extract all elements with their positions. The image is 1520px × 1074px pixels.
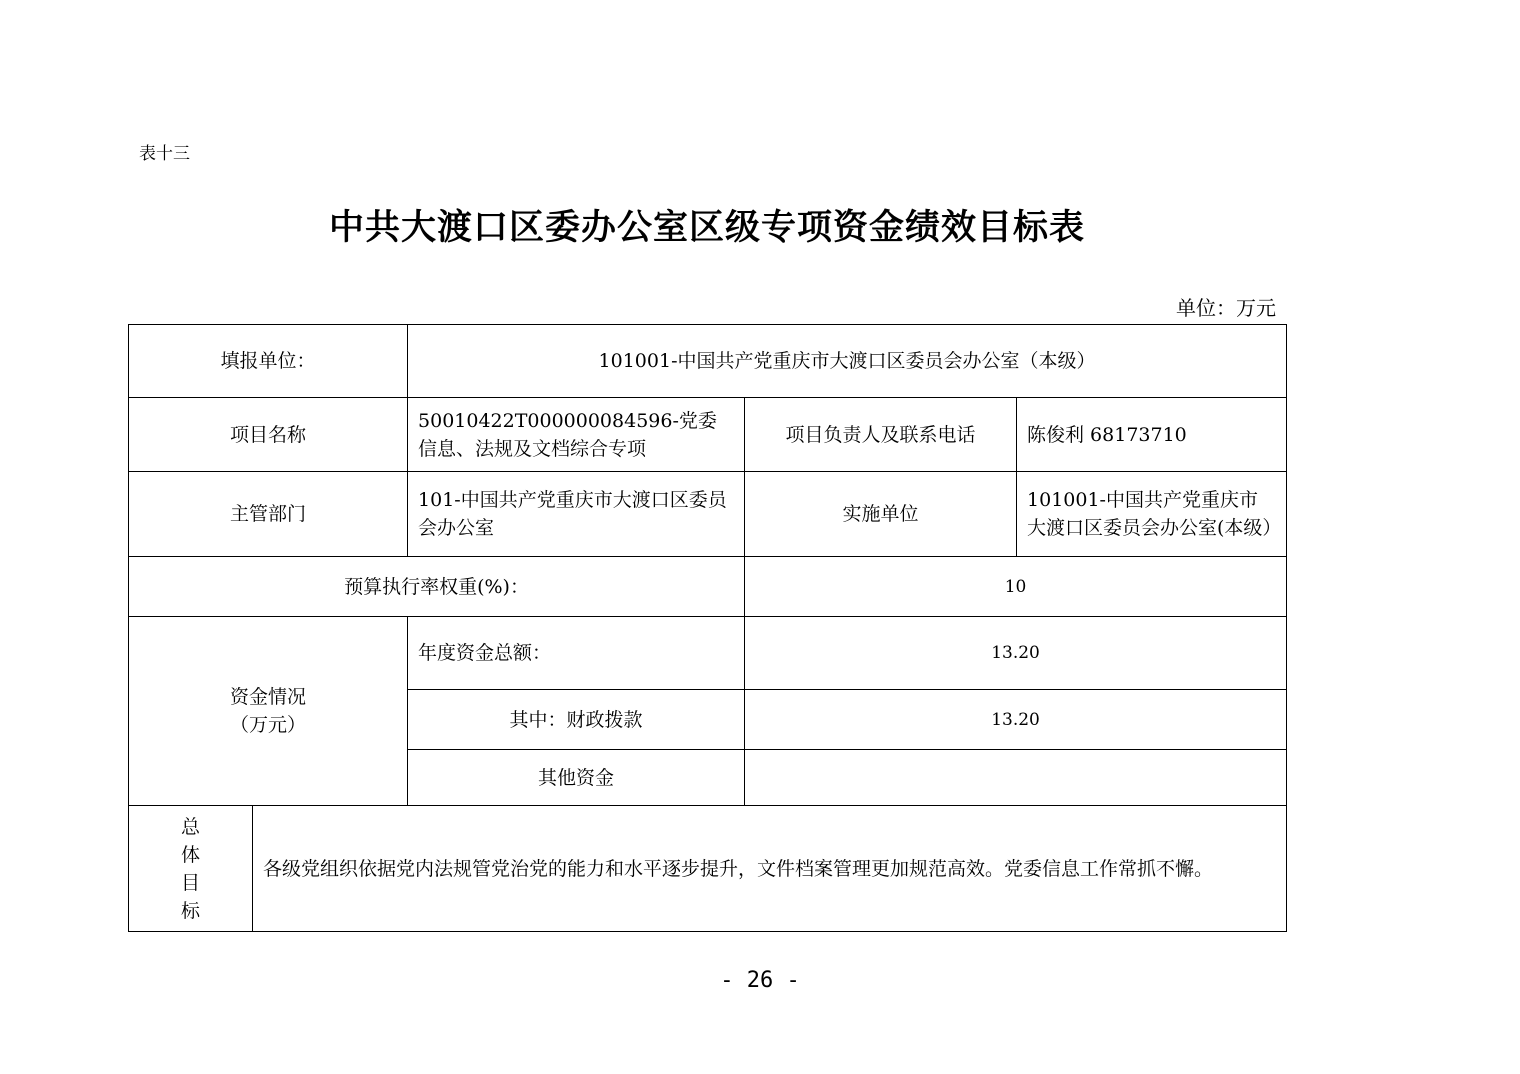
project-lead-value: 陈俊利 68173710 bbox=[1017, 398, 1287, 472]
performance-goal-table bbox=[128, 324, 1287, 932]
reporting-unit-value: 101001-中国共产党重庆市大渡口区委员会办公室（本级） bbox=[408, 325, 1287, 398]
other-funds-label: 其他资金 bbox=[408, 750, 745, 806]
annual-total-label: 年度资金总额： bbox=[408, 617, 745, 690]
unit-label: 单位：万元 bbox=[1176, 296, 1276, 320]
fiscal-label: 其中：财政拨款 bbox=[408, 690, 745, 750]
goal-label-char: 标 bbox=[180, 899, 200, 922]
implementer-label: 实施单位 bbox=[745, 472, 1017, 557]
table-row bbox=[129, 325, 1287, 398]
funds-label-line1: 资金情况 bbox=[230, 686, 307, 708]
funds-label bbox=[129, 617, 408, 806]
goal-label-char: 目 bbox=[180, 871, 200, 894]
project-name-label: 项目名称 bbox=[129, 398, 408, 472]
table-row bbox=[129, 557, 1287, 617]
department-label: 主管部门 bbox=[129, 472, 408, 557]
page-number: - 26 - bbox=[720, 968, 800, 993]
table-row bbox=[129, 617, 1287, 690]
fiscal-value: 13.20 bbox=[745, 690, 1287, 750]
annual-total-value: 13.20 bbox=[745, 617, 1287, 690]
page-title: 中共大渡口区委办公室区级专项资金绩效目标表 bbox=[328, 207, 1085, 248]
overall-goal-label bbox=[129, 806, 253, 932]
table-id: 表十三 bbox=[139, 144, 190, 164]
project-lead-label: 项目负责人及联系电话 bbox=[745, 398, 1017, 472]
budget-weight-value: 10 bbox=[745, 557, 1287, 617]
other-funds-value bbox=[745, 750, 1287, 806]
overall-goal-value: 各级党组织依据党内法规管党治党的能力和水平逐步提升，文件档案管理更加规范高效。党委信息工作常抓不懈。 bbox=[253, 806, 1287, 932]
goal-label-char: 总 bbox=[180, 815, 200, 838]
project-name-value: 50010422T000000084596-党委信息、法规及文档综合专项 bbox=[408, 398, 745, 472]
department-value: 101-中国共产党重庆市大渡口区委员会办公室 bbox=[408, 472, 745, 557]
budget-weight-label: 预算执行率权重(%)： bbox=[129, 557, 745, 617]
funds-label-line2: （万元） bbox=[230, 714, 307, 736]
table-row bbox=[129, 806, 1287, 932]
reporting-unit-label: 填报单位： bbox=[129, 325, 408, 398]
implementer-value: 101001-中国共产党重庆市大渡口区委员会办公室(本级） bbox=[1017, 472, 1287, 557]
table-row bbox=[129, 472, 1287, 557]
goal-label-char: 体 bbox=[180, 843, 200, 866]
table-row bbox=[129, 398, 1287, 472]
